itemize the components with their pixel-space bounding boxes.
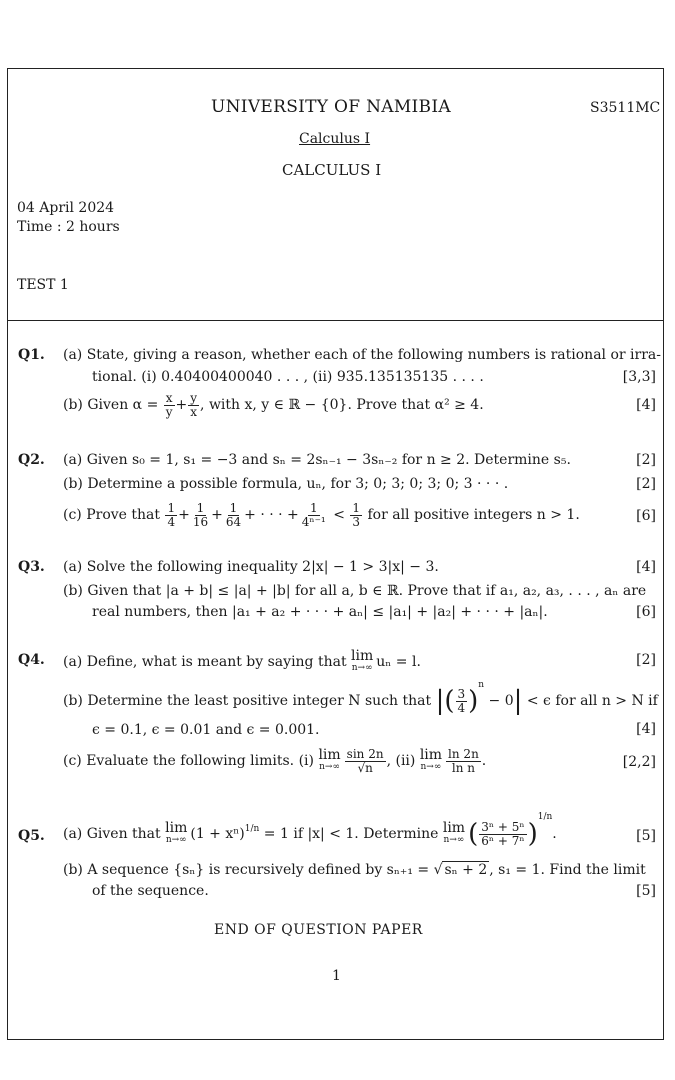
q4-c-limit-1: lim n→∞: [318, 747, 341, 772]
q5-a-exp-2: 1/n: [537, 812, 553, 822]
q1-b-frac-y-over-x: $\frac{y}{x}$: [190, 390, 198, 419]
q4-a-tail: uₙ = l.: [376, 654, 421, 670]
q2-c-marks: [6]: [636, 508, 656, 524]
q4-b-marks: [4]: [636, 721, 656, 737]
q2-c-label: (c) Prove that: [63, 507, 161, 523]
q5-a-label: (a) Given that: [63, 826, 161, 842]
q4-c-end: .: [481, 753, 487, 769]
q4-a-limit: lim n→∞: [351, 648, 374, 673]
q5-number: Q5.: [18, 828, 45, 844]
exam-time: Time : 2 hours: [17, 219, 120, 235]
q1-a-line1: (a) State, giving a reason, whether each of the following numbers is rational or irra-: [63, 347, 661, 363]
q1-b-label: (b) Given α =: [63, 397, 159, 413]
q5-a-end: .: [552, 826, 557, 842]
q3-a-text: (a) Solve the following inequality 2|x| − 1 > 3|x| − 3.: [63, 559, 439, 575]
q4-b-exponent: n: [478, 680, 485, 690]
q4-b-label: (b) Determine the least positive integer N such that: [63, 693, 432, 709]
q5-a-mid: = 1 if |x| < 1. Determine: [263, 826, 439, 842]
q4-c-frac-sin: $\frac{\sin 2n}{√n}$: [346, 746, 384, 775]
q2-c-frac-1-3: $\frac{1}{3}$: [352, 500, 361, 529]
q4-a-label: (a) Define, what is meant by saying that: [63, 654, 347, 670]
q4-c-marks: [2,2]: [622, 754, 656, 770]
exam-date: 04 April 2024: [17, 200, 115, 216]
q5-b-line2: of the sequence.: [92, 883, 209, 899]
q5-a-limit-1: lim n→∞: [165, 820, 188, 845]
q2-a-marks: [2]: [636, 452, 656, 468]
q3-a-marks: [4]: [636, 559, 656, 575]
q4-b-frac-3-4: $\frac{3}{4}$: [457, 686, 466, 715]
q4-c-limit-2: lim n→∞: [419, 747, 443, 772]
q5-b-sqrt: sₙ + 2: [444, 862, 488, 878]
q1-number: Q1.: [18, 347, 45, 363]
q3-b-marks: [6]: [636, 604, 656, 620]
q4-c: [63, 741, 486, 781]
course-code: S3511MC: [590, 100, 661, 116]
q4-b-line2: ϵ = 0.1, ϵ = 0.01 and ϵ = 0.001.: [92, 722, 320, 738]
q2-a-text: (a) Given s₀ = 1, s₁ = −3 and sₙ = 2sₙ₋₁ − 3sₙ₋₂ for n ≥ 2. Determine s₅.: [63, 452, 571, 468]
q1-b-text: , with x, y ∈ ℝ − {0}. Prove that α² ≥ 4.: [200, 397, 484, 413]
university-name: UNIVERSITY OF NAMIBIA: [211, 97, 451, 117]
q1-a-line2: tional. (i) 0.40400400040 . . . , (ii) 935.135135135 . . . .: [92, 369, 484, 385]
q2-c: (c) Prove that $\frac{1}{4}$ + $\frac{1}{16}$ + $\frac{1}{64}$ + · · · + $\frac{1}{\text{4ⁿ⁻¹}}$ < $\frac{1}{3}$ for all positive integers n > 1.: [63, 500, 580, 529]
q3-b-line1: (b) Given that |a + b| ≤ |a| + |b| for all a, b ∈ ℝ. Prove that if a₁, a₂, a₃, . . . , aₙ are: [63, 583, 647, 599]
course-title-underlined: Calculus I: [299, 131, 371, 147]
q4-b: (b) Determine the least positive integer N such that | ( $\frac{3}{4}$ ) $^n$ − 0 | < ϵ for all n > N if: [63, 680, 658, 716]
q2-c-frac-1-64: $\frac{1}{64}$: [225, 500, 242, 529]
q5-a-marks: [5]: [636, 828, 656, 844]
q4-number: Q4.: [18, 652, 45, 668]
q2-b-text: (b) Determine a possible formula, uₙ, for 3; 0; 3; 0; 3; 0; 3 · · · .: [63, 476, 509, 492]
q5-a-exp: 1/n: [244, 824, 260, 834]
q2-c-dots: + · · · +: [244, 507, 299, 523]
course-title-caps: CALCULUS I: [282, 161, 382, 179]
end-of-paper: END OF QUESTION PAPER: [214, 922, 423, 938]
q5-a-expr: (1 + xⁿ): [190, 826, 245, 842]
q5-a-frac: $\frac{\text{3ⁿ + 5ⁿ}}{\text{6ⁿ + 7ⁿ}}$: [481, 819, 525, 848]
q1-b-marks: [4]: [636, 397, 656, 413]
q2-b-marks: [2]: [636, 476, 656, 492]
q1-b-frac-x-over-y: $\frac{x}{y}$: [165, 390, 173, 419]
test-label: TEST 1: [17, 277, 69, 293]
q1-b: (b) Given α = $\frac{x}{y}$ + $\frac{y}{x}$ , with x, y ∈ ℝ − {0}. Prove that α² ≥ 4.: [63, 390, 484, 419]
q3-b-line2: real numbers, then |a₁ + a₂ + · · · + aₙ| ≤ |a₁| + |a₂| + · · · + |aₙ|.: [92, 604, 548, 620]
q2-c-tail: for all positive integers n > 1.: [367, 507, 580, 523]
q5-b-line1b: , s₁ = 1. Find the limit: [489, 862, 646, 878]
q2-number: Q2.: [18, 452, 45, 468]
q4-a: [63, 648, 421, 676]
q2-c-frac-1-16: $\frac{1}{16}$: [192, 500, 209, 529]
q5-b-marks: [5]: [636, 883, 656, 899]
q4-c-label: (c) Evaluate the following limits. (i): [63, 753, 314, 769]
page-number: 1: [332, 968, 341, 984]
q5-a: (a) Given that lim n→∞ (1 + xⁿ) $^{1/n}$ = 1 if |x| < 1. Determine lim n→∞ ( $\frac{\text{3ⁿ + 5ⁿ}}{\text{6ⁿ + 7ⁿ}}$ ) $^{1/n}$ .: [63, 812, 557, 849]
q3-number: Q3.: [18, 559, 45, 575]
q2-c-lt: <: [333, 507, 345, 523]
q2-c-frac-1-4n: $\frac{1}{\text{4ⁿ⁻¹}}$: [301, 500, 326, 529]
q5-b-line1: (b) A sequence {sₙ} is recursively defined by sₙ₊₁ = √ sₙ + 2 , s₁ = 1. Find the limit: [63, 862, 646, 878]
q1-a-marks: [3,3]: [622, 369, 656, 385]
q4-b-mid: − 0: [488, 693, 514, 709]
q4-a-marks: [2]: [636, 652, 656, 668]
q4-c-mid: , (ii): [386, 753, 416, 769]
q2-c-frac-1-4: $\frac{1}{4}$: [167, 500, 176, 529]
q5-b-line1a: (b) A sequence {sₙ} is recursively defined by sₙ₊₁ =: [63, 862, 430, 878]
q4-b-tail: < ϵ for all n > N if: [526, 693, 658, 709]
q5-a-limit-2: lim n→∞: [442, 820, 466, 845]
q4-c-frac-ln: $\frac{\ln 2n}{\text{ln n}}$: [448, 746, 479, 775]
